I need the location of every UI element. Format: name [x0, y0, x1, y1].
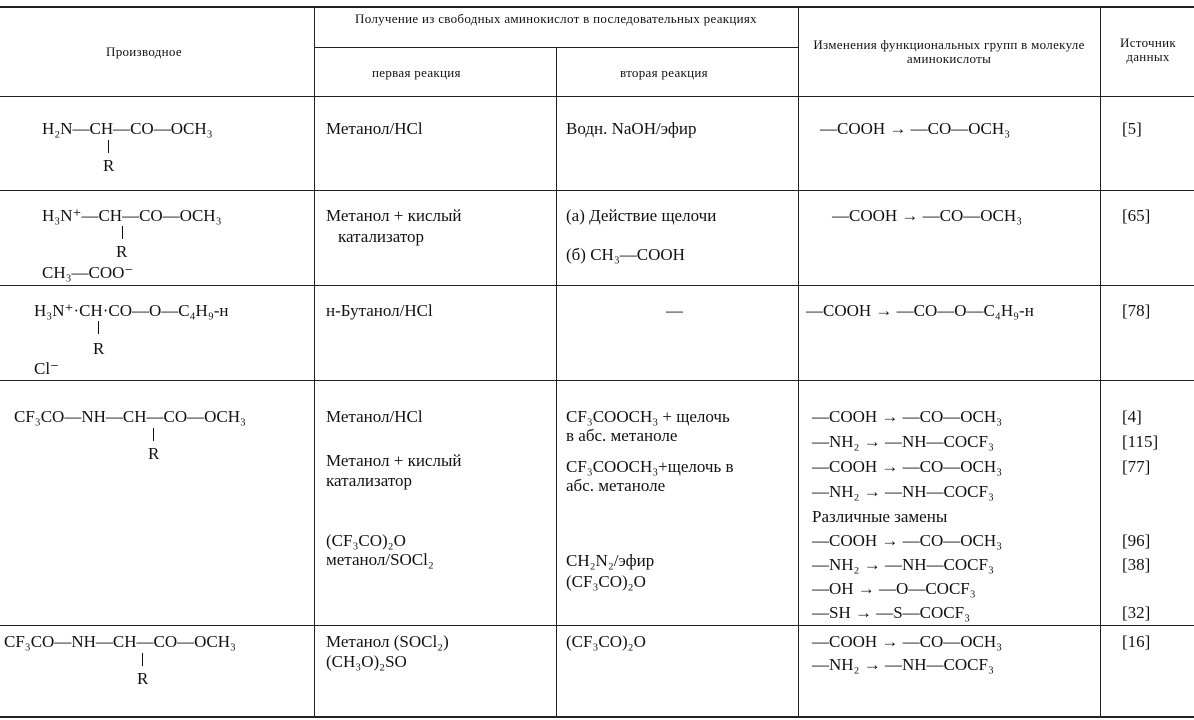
- row2-formula-anion: CH₃—COO⁻: [42, 263, 134, 282]
- row4-second-5: CH₂N₂/эфир: [566, 551, 655, 570]
- row1-second: Водн. NaOH/эфир: [566, 119, 697, 138]
- row2-second-2: (б) CH₃—COOH: [566, 245, 685, 264]
- top-rule: [0, 6, 1194, 8]
- col-divider-3: [798, 6, 799, 718]
- row4-bond: [153, 428, 154, 441]
- row2-change: —COOH → —CO—OCH₃: [832, 206, 1023, 225]
- row3-ref: [78]: [1122, 301, 1151, 320]
- row4-bottom-rule: [0, 625, 1194, 626]
- row4-change-6: —COOH → —CO—OCH₃: [812, 531, 1003, 550]
- row2-formula: H₃N⁺—CH—CO—OCH₃: [42, 206, 222, 225]
- row1-bottom-rule: [0, 190, 1194, 191]
- row1-first: Метанол/HCl: [326, 119, 423, 138]
- row1-ref: [5]: [1122, 119, 1142, 138]
- row3-first: н-Бутанол/HCl: [326, 301, 433, 320]
- row5-second: (CF₃CO)₂O: [566, 632, 646, 651]
- row4-second-6: (CF₃CO)₂O: [566, 572, 646, 591]
- row1-change: —COOH → —CO—OCH₃: [820, 119, 1011, 138]
- col-divider-1: [314, 6, 315, 718]
- header-first-reaction: первая реакция: [372, 65, 461, 80]
- row4-second-2: в абс. метаноле: [566, 426, 678, 445]
- row2-ref: [65]: [1122, 206, 1151, 225]
- row3-formula-r: R: [93, 339, 105, 358]
- header-derivative: Производное: [106, 44, 182, 59]
- row4-ref-2: [115]: [1122, 432, 1159, 451]
- row4-first-5: метанол/SOCl₂: [326, 550, 434, 569]
- row4-ref-3: [77]: [1122, 457, 1151, 476]
- row5-first-2: (CH₃O)₂SO: [326, 652, 407, 671]
- row4-ref-5: [38]: [1122, 555, 1151, 574]
- row1-bond: [108, 140, 109, 153]
- row4-second-3: CF₃COOCH₃+щелочь в: [566, 457, 734, 476]
- row2-first-1: Метанол + кислый: [326, 206, 462, 225]
- row5-ref: [16]: [1122, 632, 1151, 651]
- row3-formula: H₃N⁺·CH·CO—O—C₄H₉-н: [34, 301, 229, 320]
- row2-first-2: катализатор: [338, 227, 425, 246]
- row4-formula: CF₃CO—NH—CH—CO—OCH₃: [14, 407, 246, 426]
- row4-second-4: абс. метаноле: [566, 476, 666, 495]
- row3-second: —: [666, 301, 683, 320]
- row5-change-2: —NH₂ → —NH—COCF₃: [812, 655, 994, 674]
- col-divider-4: [1100, 6, 1101, 718]
- row1-formula-r: R: [103, 156, 115, 175]
- header-bottom-rule: [0, 96, 1194, 97]
- row4-ref-4: [96]: [1122, 531, 1151, 550]
- row4-change-2: —NH₂ → —NH—COCF₃: [812, 432, 994, 451]
- row4-change-7: —NH₂ → —NH—COCF₃: [812, 555, 994, 574]
- row3-bottom-rule: [0, 380, 1194, 381]
- header-source: Источник данных: [1120, 35, 1176, 64]
- row5-change-1: —COOH → —CO—OCH₃: [812, 632, 1003, 651]
- row2-bond: [122, 226, 123, 239]
- row4-change-5: Различные замены: [812, 507, 948, 526]
- row2-second-1: (а) Действие щелочи: [566, 206, 717, 225]
- row3-change: —COOH → —CO—O—C₄H₉-н: [806, 301, 1034, 320]
- row5-first-1: Метанол (SOCl₂): [326, 632, 449, 651]
- row3-formula-anion: Cl⁻: [34, 359, 60, 378]
- row4-second-1: CF₃COOCH₃ + щелочь: [566, 407, 730, 426]
- row4-first-1: Метанол/HCl: [326, 407, 423, 426]
- row4-ref-6: [32]: [1122, 603, 1151, 622]
- header-second-reaction: вторая реакция: [620, 65, 708, 80]
- row4-first-4: (CF₃CO)₂O: [326, 531, 406, 550]
- col-divider-2: [556, 47, 557, 718]
- row4-change-9: —SH → —S—COCF₃: [812, 603, 971, 622]
- row4-first-3: катализатор: [326, 471, 413, 490]
- row4-formula-r: R: [148, 444, 160, 463]
- row4-change-3: —COOH → —CO—OCH₃: [812, 457, 1003, 476]
- row1-formula: H₂N—CH—CO—OCH₃: [42, 119, 213, 138]
- row2-formula-r: R: [116, 242, 128, 261]
- row5-formula: CF₃CO—NH—CH—CO—OCH₃: [4, 632, 236, 651]
- row4-ref-1: [4]: [1122, 407, 1142, 426]
- row5-bond: [142, 653, 143, 666]
- header-preparation: Получение из свободных аминокислот в последовательных реакциях: [355, 11, 757, 26]
- row4-change-1: —COOH → —CO—OCH₃: [812, 407, 1003, 426]
- bottom-rule: [0, 716, 1194, 718]
- row3-bond: [98, 321, 99, 334]
- row4-change-8: —OH → —O—COCF₃: [812, 579, 976, 598]
- row4-first-2: Метанол + кислый: [326, 451, 462, 470]
- row2-bottom-rule: [0, 285, 1194, 286]
- row5-formula-r: R: [137, 669, 149, 688]
- header-changes: Изменения функциональных групп в молекуле аминокислоты: [813, 37, 1085, 66]
- row4-change-4: —NH₂ → —NH—COCF₃: [812, 482, 994, 501]
